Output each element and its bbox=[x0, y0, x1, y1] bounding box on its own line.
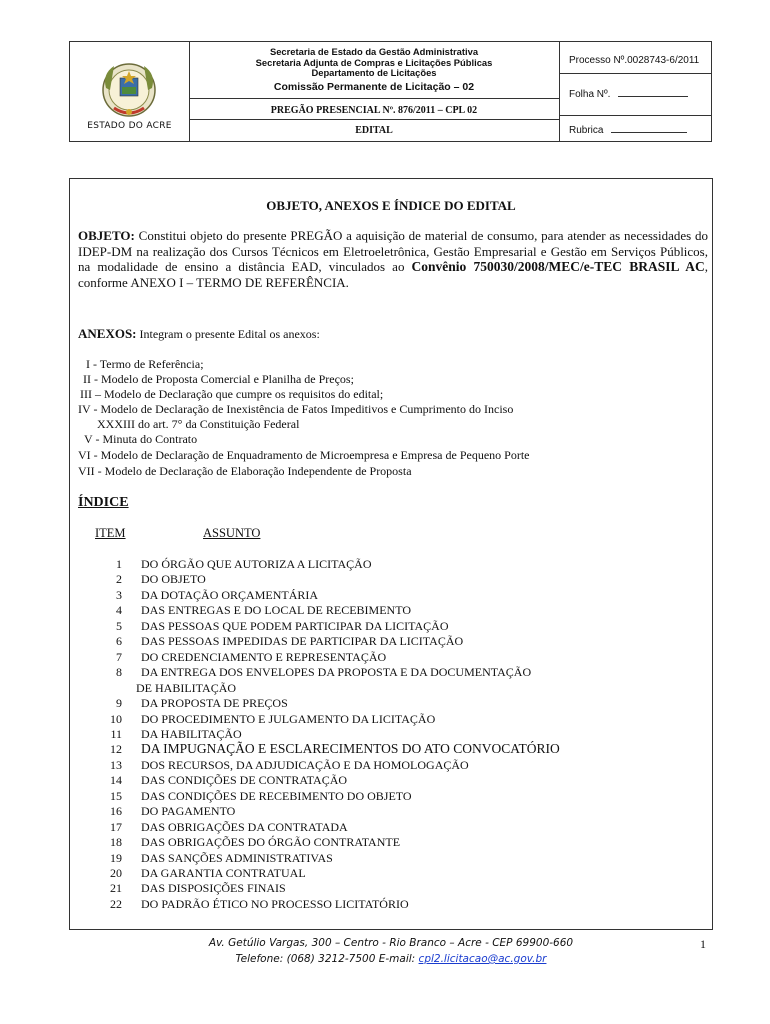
anexo-item: IV - Modelo de Declaração de Inexistência de Fatos Impeditivos e Cumprimento do Inciso bbox=[78, 402, 514, 416]
anexos-intro bbox=[78, 326, 708, 343]
objeto-text: Constitui objeto do presente PREGÃO a aquisição de material de consumo, para atender as necessidades do IDEP-DM na realização dos Cursos Técnicos em Eletroeletrônica, Gestão Empresarial e Gestão em Serviços Públicos, na modalidade de ensino a distância EAD, vinculados ao bbox=[78, 228, 708, 274]
indice-item-title: DAS OBRIGAÇÕES DA CONTRATADA bbox=[141, 819, 348, 834]
rubrica-blank bbox=[611, 123, 687, 133]
indice-item-number: 17 bbox=[110, 819, 122, 834]
indice-item-title: DAS OBRIGAÇÕES DO ÓRGÃO CONTRATANTE bbox=[141, 835, 401, 850]
departamento-name: Departamento de Licitações bbox=[311, 67, 437, 78]
header-department-cell bbox=[189, 42, 560, 141]
indice-item-title: DA IMPUGNAÇÃO E ESCLARECIMENTOS DO ATO CONVOCATÓRIO bbox=[141, 741, 560, 757]
edital-title: EDITAL bbox=[355, 125, 393, 136]
indice-item-title: DO ÓRGÃO QUE AUTORIZA A LICITAÇÃO bbox=[141, 557, 372, 571]
indice-item-number: 16 bbox=[110, 804, 122, 819]
indice-item-title: DAS PESSOAS QUE PODEM PARTICIPAR DA LICITAÇÃO bbox=[141, 618, 449, 633]
objeto-label: OBJETO: bbox=[78, 228, 135, 243]
anexo-item: V - Minuta do Contrato bbox=[84, 432, 198, 446]
indice-item-number: 3 bbox=[116, 587, 122, 602]
folha-field bbox=[569, 87, 688, 100]
indice-item-title: DAS CONDIÇÕES DE CONTRATAÇÃO bbox=[141, 773, 348, 788]
indice-item-number: 18 bbox=[110, 835, 122, 850]
indice-item-title: DA GARANTIA CONTRATUAL bbox=[141, 866, 306, 880]
processo-number: Processo Nº.0028743-6/2011 bbox=[569, 55, 700, 66]
indice-item-title: DO PROCEDIMENTO E JULGAMENTO DA LICITAÇÃO bbox=[141, 711, 436, 726]
indice-item-number: 4 bbox=[116, 603, 122, 618]
indice-item-title: DO CREDENCIAMENTO E REPRESENTAÇÃO bbox=[141, 649, 387, 664]
document-header bbox=[69, 41, 712, 142]
anexo-item: I - Termo de Referência; bbox=[86, 357, 204, 371]
divider bbox=[189, 98, 559, 99]
secretaria-name: Secretaria de Estado da Gestão Administrativa bbox=[269, 46, 479, 57]
indice-item-title: DOS RECURSOS, DA ADJUDICAÇÃO E DA HOMOLOGAÇÃO bbox=[141, 757, 469, 772]
indice-item-number: 6 bbox=[116, 634, 122, 649]
state-name: ESTADO DO ACRE bbox=[87, 121, 172, 131]
indice-item-number: 10 bbox=[110, 711, 122, 726]
indice-item-number: 12 bbox=[110, 742, 122, 757]
secretaria-adjunta-name: Secretaria Adjunta de Compras e Licitações Públicas bbox=[255, 56, 493, 68]
footer-phone: Telefone: (068) 3212-7500 E-mail: bbox=[235, 953, 419, 965]
divider bbox=[560, 73, 711, 74]
footer-address: Av. Getúlio Vargas, 300 – Centro - Rio Branco – Acre - CEP 69900-660 bbox=[208, 937, 574, 949]
objeto-convenio: Convênio 750030/2008/MEC/e-TEC BRASIL AC bbox=[411, 259, 705, 274]
column-header-item: ITEM bbox=[95, 526, 126, 540]
indice-item-title: DO PADRÃO ÉTICO NO PROCESSO LICITATÓRIO bbox=[141, 896, 409, 911]
indice-item-title: DO PAGAMENTO bbox=[141, 804, 236, 819]
indice-item-title: DAS DISPOSIÇÕES FINAIS bbox=[141, 881, 286, 896]
indice-item-title: DAS CONDIÇÕES DE RECEBIMENTO DO OBJETO bbox=[141, 788, 412, 803]
indice-item-number: 8 bbox=[116, 665, 122, 680]
footer-contact bbox=[69, 953, 713, 965]
anexos-label: ANEXOS: bbox=[78, 326, 137, 341]
indice-item-title: DAS PESSOAS IMPEDIDAS DE PARTICIPAR DA LICITAÇÃO bbox=[141, 634, 464, 649]
indice-item-title: DAS ENTREGAS E DO LOCAL DE RECEBIMENTO bbox=[141, 603, 411, 618]
indice-item-title: DO OBJETO bbox=[141, 572, 206, 587]
indice-item-number: 9 bbox=[116, 696, 122, 711]
indice-item-title: DAS SANÇÕES ADMINISTRATIVAS bbox=[141, 850, 333, 865]
indice-item-title: DE HABILITAÇÃO bbox=[136, 680, 237, 695]
indice-item-number: 2 bbox=[116, 572, 122, 587]
divider bbox=[560, 115, 711, 116]
indice-item-number: 1 bbox=[116, 557, 122, 571]
indice-item-number: 7 bbox=[116, 649, 122, 664]
page-title: OBJETO, ANEXOS E ÍNDICE DO EDITAL bbox=[266, 198, 516, 213]
indice-item-title: DA ENTREGA DOS ENVELOPES DA PROPOSTA E DA DOCUMENTAÇÃO bbox=[141, 665, 532, 680]
indice-item-number: 19 bbox=[110, 850, 122, 865]
indice-item-number: 22 bbox=[110, 896, 122, 911]
anexo-item: XXXIII do art. 7° da Constituição Federal bbox=[97, 417, 300, 431]
indice-item-title: DA HABILITAÇÃO bbox=[141, 726, 242, 741]
anexo-item: VI - Modelo de Declaração de Enquadramento de Microempresa e Empresa de Pequeno Porte bbox=[78, 448, 530, 462]
rubrica-field bbox=[569, 123, 687, 136]
objeto-text-end: , conforme ANEXO I – TERMO DE REFERÊNCIA. bbox=[78, 259, 708, 290]
anexos-text: Integram o presente Edital os anexos: bbox=[136, 327, 320, 341]
page-number: 1 bbox=[700, 937, 706, 951]
pregao-title: PREGÃO PRESENCIAL Nº. 876/2011 – CPL 02 bbox=[270, 105, 478, 116]
indice-item-number: 14 bbox=[110, 773, 122, 788]
comissao-name: Comissão Permanente de Licitação – 02 bbox=[273, 80, 475, 93]
indice-item-number: 11 bbox=[110, 726, 122, 741]
indice-item-number: 21 bbox=[110, 881, 122, 896]
folha-label: Folha Nº. bbox=[569, 89, 611, 100]
folha-blank bbox=[618, 87, 688, 97]
header-logo-cell bbox=[70, 42, 190, 141]
header-process-cell bbox=[560, 42, 711, 141]
rubrica-label: Rubrica bbox=[569, 125, 604, 136]
indice-item-number: 20 bbox=[110, 866, 122, 880]
state-seal-icon bbox=[100, 60, 158, 122]
divider bbox=[189, 119, 559, 120]
indice-title: ÍNDICE bbox=[78, 495, 129, 510]
footer-email-link[interactable]: cpl2.licitacao@ac.gov.br bbox=[418, 953, 547, 965]
anexo-item: III – Modelo de Declaração que cumpre os requisitos do edital; bbox=[80, 387, 384, 401]
anexo-item: VII - Modelo de Declaração de Elaboração Independente de Proposta bbox=[78, 464, 412, 478]
objeto-paragraph bbox=[78, 228, 708, 290]
indice-item-number: 5 bbox=[116, 618, 122, 633]
indice-item-number: 15 bbox=[110, 788, 122, 803]
indice-item-title: DA DOTAÇÃO ORÇAMENTÁRIA bbox=[141, 587, 319, 602]
indice-item-number: 13 bbox=[110, 757, 122, 772]
anexo-item: II - Modelo de Proposta Comercial e Planilha de Preços; bbox=[83, 372, 354, 386]
indice-item-title: DA PROPOSTA DE PREÇOS bbox=[141, 696, 288, 711]
column-header-assunto: ASSUNTO bbox=[203, 526, 261, 540]
